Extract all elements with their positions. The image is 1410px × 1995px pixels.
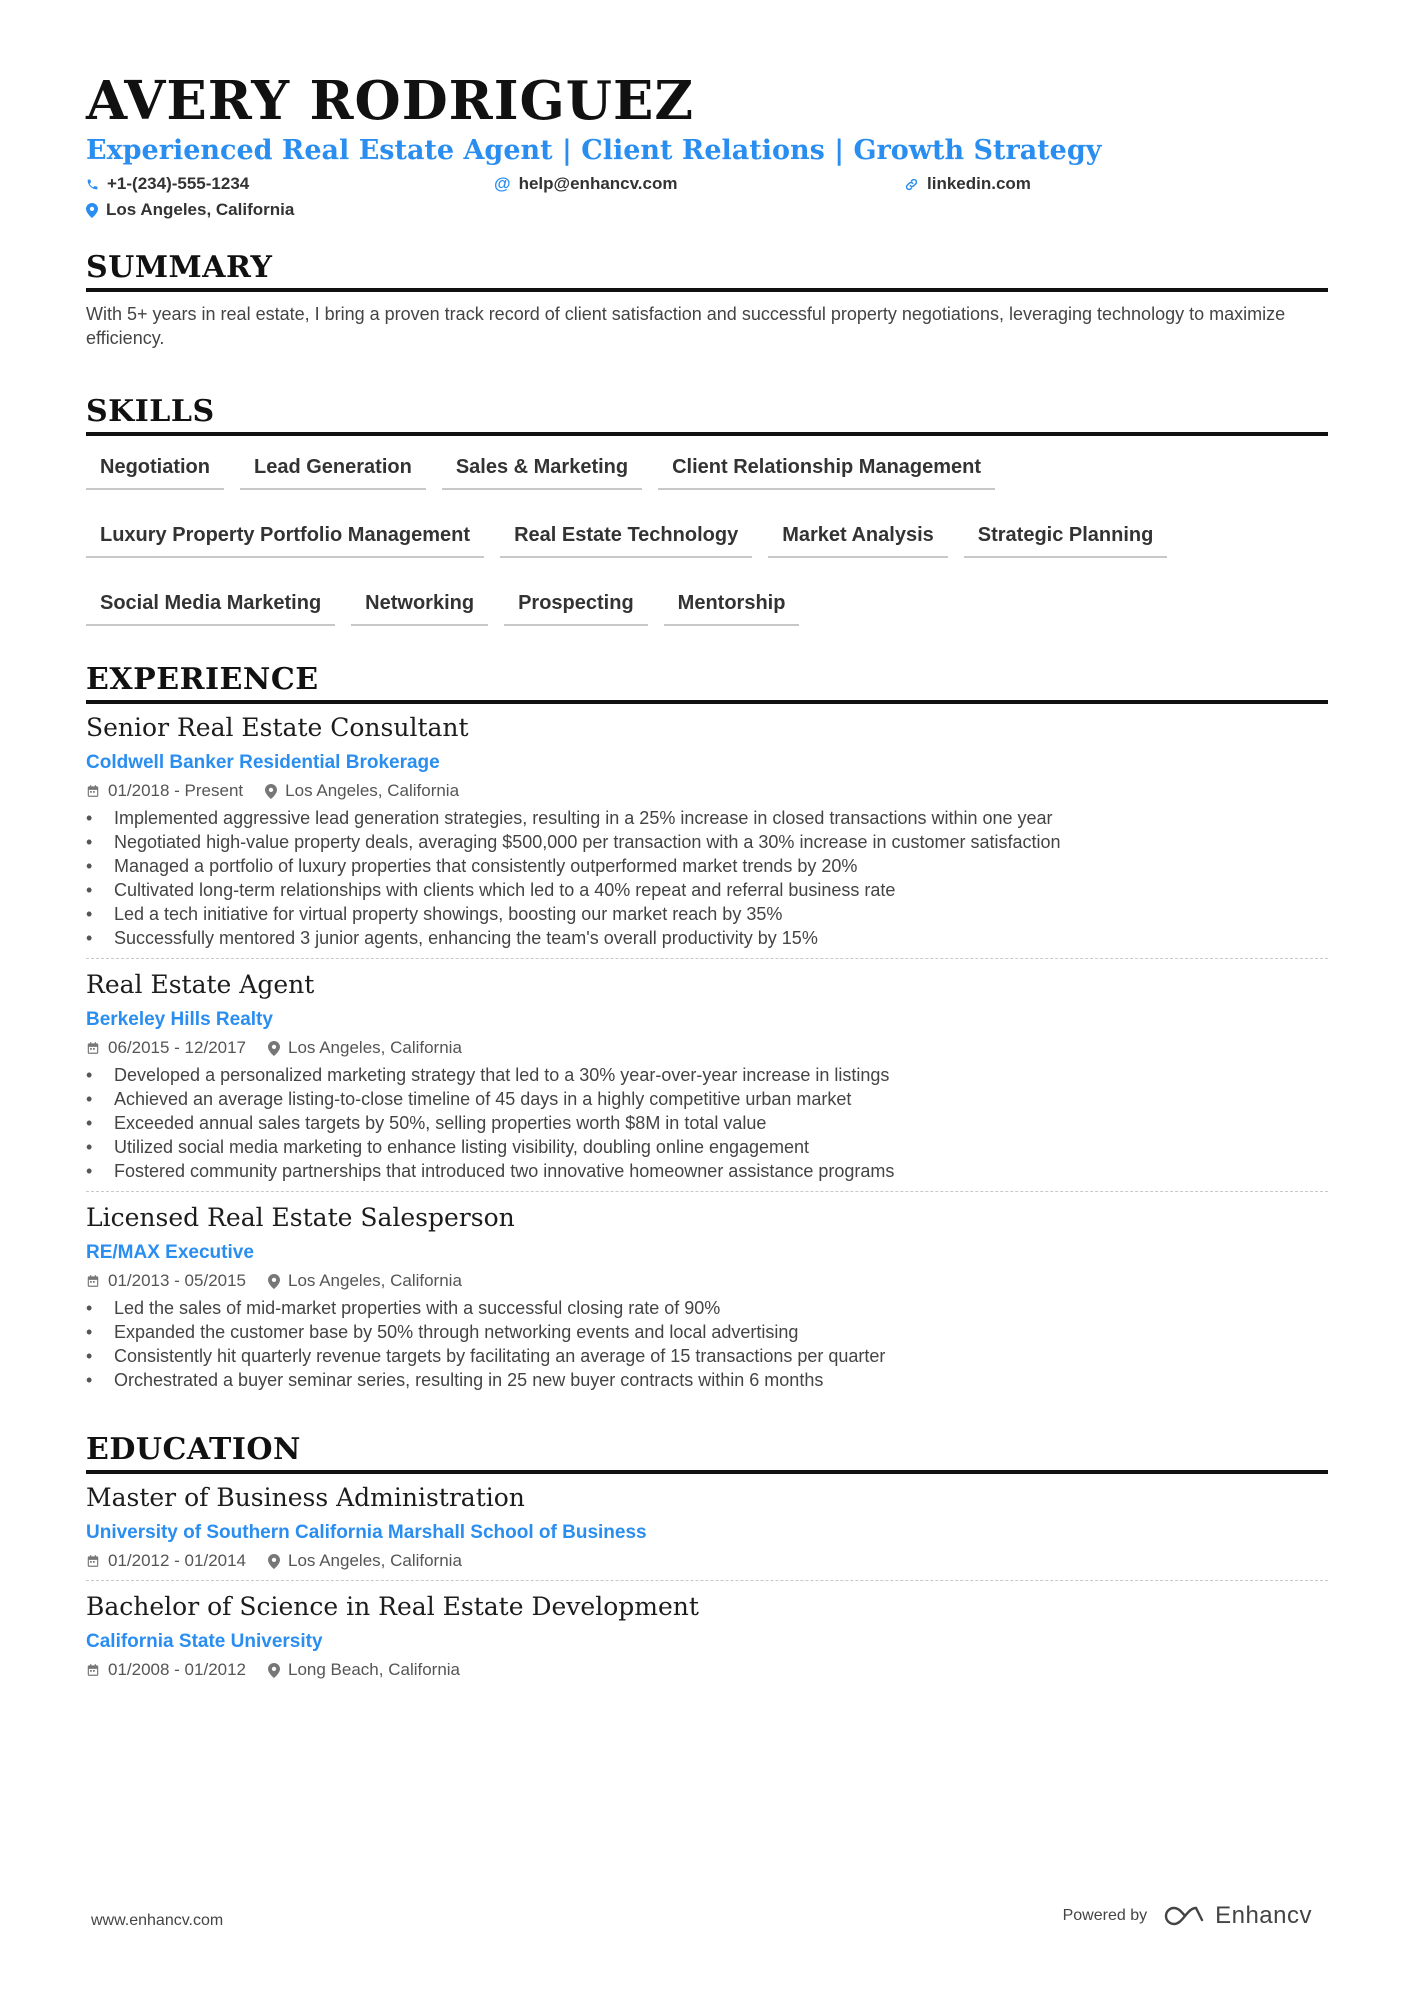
link-icon bbox=[904, 177, 919, 192]
skill-tag: Market Analysis bbox=[768, 518, 948, 558]
location-pin-icon bbox=[86, 203, 98, 218]
skills-title: SKILLS bbox=[86, 394, 1328, 436]
job-location: Los Angeles, California bbox=[285, 781, 460, 800]
bullet-item: • Led the sales of mid-market properties with a successful closing rate of 90% bbox=[86, 1296, 1328, 1320]
location-pin-icon bbox=[265, 784, 277, 799]
experience-entry bbox=[86, 1202, 1328, 1392]
job-bullets bbox=[86, 806, 1328, 950]
skill-tag: Real Estate Technology bbox=[500, 518, 752, 558]
degree-title: Bachelor of Science in Real Estate Development bbox=[86, 1592, 699, 1621]
education-location: Los Angeles, California bbox=[288, 1551, 462, 1570]
candidate-name: AVERY RODRIGUEZ bbox=[86, 70, 695, 132]
job-location: Los Angeles, California bbox=[288, 1271, 462, 1290]
bullet-item: • Consistently hit quarterly revenue targets by facilitating an average of 15 transactions per quarter bbox=[86, 1344, 1328, 1368]
education-title: EDUCATION bbox=[86, 1432, 1328, 1474]
job-meta bbox=[86, 1270, 1328, 1292]
company-name: Coldwell Banker Residential Brokerage bbox=[86, 752, 440, 773]
experience-title: EXPERIENCE bbox=[86, 662, 1328, 704]
contact-info bbox=[86, 170, 1328, 224]
enhancv-logo[interactable] bbox=[1163, 1902, 1312, 1930]
job-dates: 01/2013 - 05/2015 bbox=[108, 1271, 247, 1290]
experience-entry bbox=[86, 969, 1328, 1183]
school-name: California State University bbox=[86, 1631, 323, 1652]
job-title: Real Estate Agent bbox=[86, 970, 315, 999]
calendar-icon bbox=[86, 784, 100, 798]
location-text: Los Angeles, California bbox=[106, 200, 295, 219]
bullet-item: • Utilized social media marketing to enhance listing visibility, doubling online engagement bbox=[86, 1135, 1328, 1159]
skill-tag: Networking bbox=[351, 586, 488, 626]
education-section bbox=[86, 1432, 1328, 1681]
job-meta bbox=[86, 1037, 1328, 1059]
degree-title: Master of Business Administration bbox=[86, 1483, 525, 1512]
bullet-item: • Negotiated high-value property deals, averaging $500,000 per transaction with a 30% increase in customer satisfaction bbox=[86, 830, 1328, 854]
calendar-icon bbox=[86, 1663, 100, 1677]
bullet-item: • Expanded the customer base by 50% through networking events and local advertising bbox=[86, 1320, 1328, 1344]
bullet-item: • Led a tech initiative for virtual property showings, boosting our market reach by 35% bbox=[86, 902, 1328, 926]
skill-tag: Mentorship bbox=[664, 586, 800, 626]
skill-tag: Client Relationship Management bbox=[658, 450, 995, 490]
brand-name: Enhancv bbox=[1215, 1902, 1312, 1929]
calendar-icon bbox=[86, 1041, 100, 1055]
education-entry bbox=[86, 1482, 1328, 1572]
calendar-icon bbox=[86, 1274, 100, 1288]
job-title: Licensed Real Estate Salesperson bbox=[86, 1203, 515, 1232]
company-name: RE/MAX Executive bbox=[86, 1242, 254, 1263]
job-meta bbox=[86, 780, 1328, 802]
phone-text: +1-(234)-555-1234 bbox=[107, 174, 250, 193]
school-name: University of Southern California Marshall School of Business bbox=[86, 1522, 647, 1543]
education-location: Long Beach, California bbox=[288, 1660, 461, 1679]
job-dates: 01/2018 - Present bbox=[108, 781, 244, 800]
skill-tag: Sales & Marketing bbox=[442, 450, 642, 490]
experience-entry bbox=[86, 712, 1328, 950]
bullet-item: • Developed a personalized marketing strategy that led to a 30% year-over-year increase in listings bbox=[86, 1063, 1328, 1087]
job-dates: 06/2015 - 12/2017 bbox=[108, 1038, 247, 1057]
location-pin-icon bbox=[268, 1274, 280, 1289]
bullet-item: • Fostered community partnerships that introduced two innovative homeowner assistance programs bbox=[86, 1159, 1328, 1183]
education-entry bbox=[86, 1591, 1328, 1681]
bullet-item: • Achieved an average listing-to-close timeline of 45 days in a highly competitive urban market bbox=[86, 1087, 1328, 1111]
skills-list bbox=[86, 450, 1328, 626]
summary-section bbox=[86, 250, 1328, 350]
job-title: Senior Real Estate Consultant bbox=[86, 713, 469, 742]
location-pin-icon bbox=[268, 1554, 280, 1569]
company-name: Berkeley Hills Realty bbox=[86, 1009, 273, 1030]
education-meta bbox=[86, 1659, 1328, 1681]
location-pin-icon bbox=[268, 1663, 280, 1678]
contact-email[interactable] bbox=[494, 174, 678, 194]
location-pin-icon bbox=[268, 1041, 280, 1056]
at-icon: @ bbox=[494, 174, 511, 193]
entry-divider bbox=[86, 1580, 1328, 1581]
skill-tag: Lead Generation bbox=[240, 450, 426, 490]
powered-by-text: Powered by bbox=[1062, 1907, 1148, 1924]
job-location: Los Angeles, California bbox=[288, 1038, 462, 1057]
bullet-item: • Implemented aggressive lead generation strategies, resulting in a 25% increase in closed transactions within one year bbox=[86, 806, 1328, 830]
linkedin-text: linkedin.com bbox=[927, 174, 1031, 193]
footer-website[interactable]: www.enhancv.com bbox=[91, 1912, 224, 1929]
enhancv-infinity-icon bbox=[1163, 1904, 1207, 1928]
skill-tag: Prospecting bbox=[504, 586, 648, 626]
resume-page bbox=[86, 70, 1328, 1681]
job-bullets bbox=[86, 1296, 1328, 1392]
skills-section bbox=[86, 394, 1328, 626]
education-meta bbox=[86, 1550, 1328, 1572]
bullet-item: • Orchestrated a buyer seminar series, resulting in 25 new buyer contracts within 6 months bbox=[86, 1368, 1328, 1392]
bullet-item: • Managed a portfolio of luxury properties that consistently outperformed market trends by 20% bbox=[86, 854, 1328, 878]
contact-linkedin[interactable] bbox=[904, 174, 1031, 194]
phone-icon bbox=[86, 178, 99, 191]
footer-branding bbox=[1063, 1902, 1312, 1930]
email-text: help@enhancv.com bbox=[518, 174, 678, 193]
bullet-item: • Exceeded annual sales targets by 50%, selling properties worth $8M in total value bbox=[86, 1111, 1328, 1135]
education-dates: 01/2012 - 01/2014 bbox=[108, 1551, 247, 1570]
summary-title: SUMMARY bbox=[86, 250, 1328, 292]
contact-location bbox=[86, 200, 294, 220]
skill-tag: Strategic Planning bbox=[964, 518, 1168, 558]
summary-text: With 5+ years in real estate, I bring a proven track record of client satisfaction and successful property negotiations, leveraging technology to maximize efficiency. bbox=[86, 304, 1286, 348]
bullet-item: • Successfully mentored 3 junior agents, enhancing the team's overall productivity by 15% bbox=[86, 926, 1328, 950]
education-dates: 01/2008 - 01/2012 bbox=[108, 1660, 247, 1679]
entry-divider bbox=[86, 958, 1328, 959]
bullet-item: • Cultivated long-term relationships with clients which led to a 40% repeat and referral business rate bbox=[86, 878, 1328, 902]
skill-tag: Luxury Property Portfolio Management bbox=[86, 518, 484, 558]
calendar-icon bbox=[86, 1554, 100, 1568]
job-bullets bbox=[86, 1063, 1328, 1183]
headline: Experienced Real Estate Agent | Client Relations | Growth Strategy bbox=[86, 135, 1102, 166]
entry-divider bbox=[86, 1191, 1328, 1192]
skill-tag: Social Media Marketing bbox=[86, 586, 335, 626]
contact-phone[interactable] bbox=[86, 174, 249, 194]
experience-section bbox=[86, 662, 1328, 1392]
skill-tag: Negotiation bbox=[86, 450, 224, 490]
